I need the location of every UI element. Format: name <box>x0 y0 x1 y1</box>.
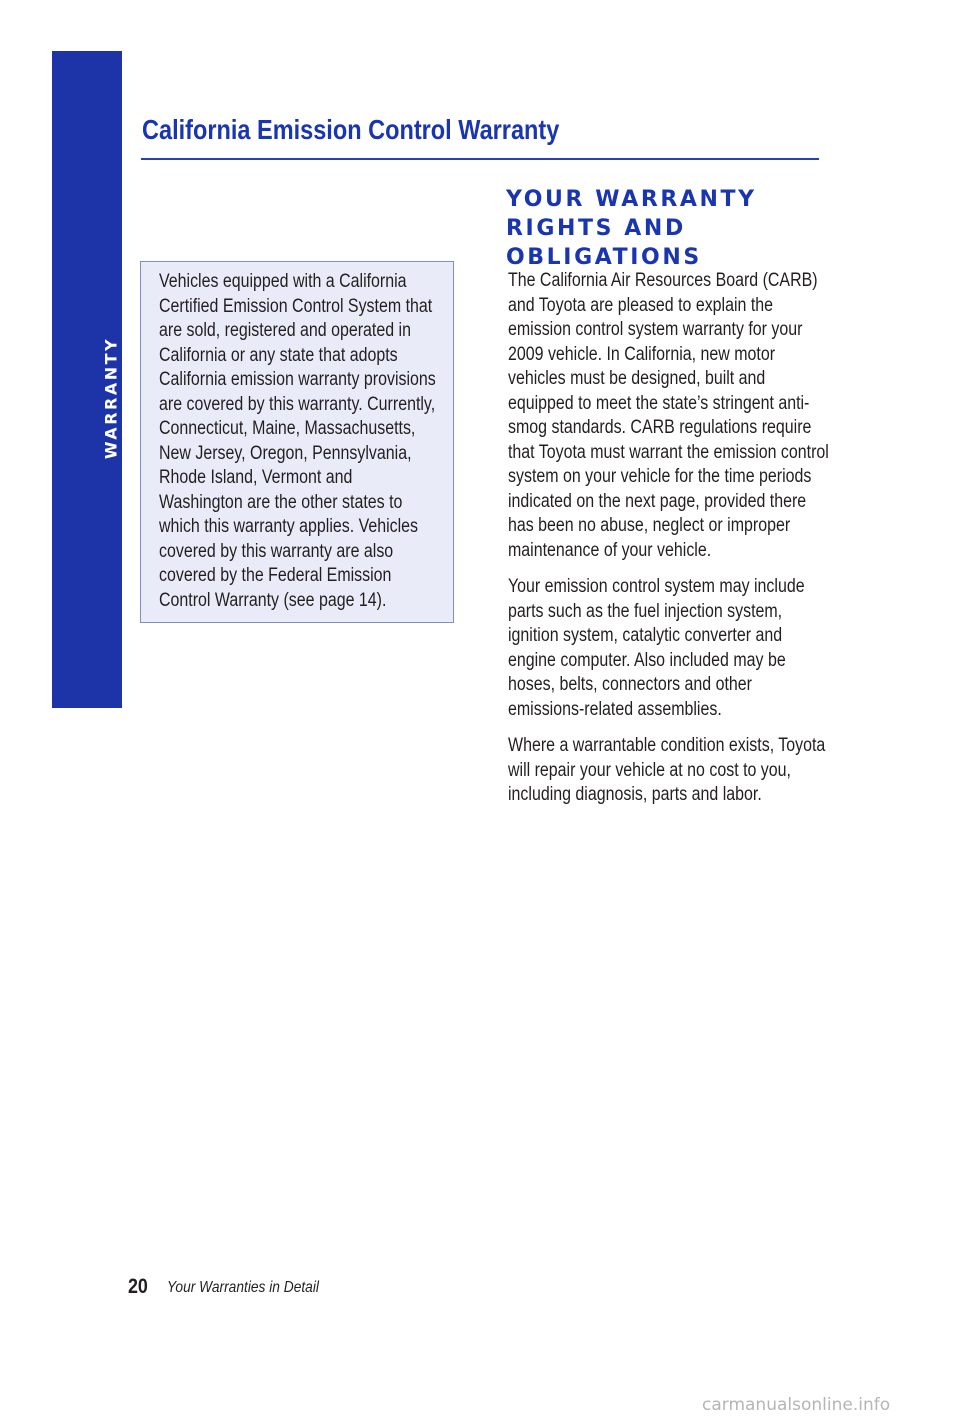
site-watermark: carmanualsonline.info <box>702 1395 891 1415</box>
paragraph-repair: Where a warrantable condition exists, Toyota will repair your vehicle at no cost to you, including diagnosis, parts and labor. <box>508 735 826 805</box>
title-divider <box>141 158 819 160</box>
sidebar-note-box <box>140 261 454 623</box>
section-heading: YOUR WARRANTY RIGHTS AND OBLIGATIONS <box>506 187 757 270</box>
section-tab-label: WARRANTY <box>101 336 121 460</box>
paragraph-covered-parts: Your emission control system may include parts such as the fuel injection system, ignition system, catalytic converter and engine computer. Also included may be hoses, belts, connectors and other emissions-related assemblies. <box>508 576 805 720</box>
main-text-column <box>508 269 892 820</box>
page-number: 20 <box>128 1275 148 1298</box>
sidebar-note-text: Vehicles equipped with a California Certified Emission Control System that are sold, registered and operated in California or any state that adopts California emission warranty provisions are covered by this warranty. Currently, Connecticut, Maine, Massachusetts, New Jersey, Oregon, Pennsylvania, Rhode Island, Vermont and Washington are the other states to which this warranty applies. Vehicles covered by this warranty are also covered by the Federal Emission Control Warranty (see page 14). <box>159 271 436 611</box>
running-footer-title: Your Warranties in Detail <box>167 1279 319 1296</box>
page-title: California Emission Control Warranty <box>142 114 560 145</box>
paragraph-carb: The California Air Resources Board (CARB) and Toyota are pleased to explain the emission control system warranty for your 2009 vehicle. In California, new motor vehicles must be designed, built and equipped to meet the state’s stringent anti-smog standards. CARB regulations require that Toyota must warrant the emission control system on your vehicle for the time periods indicated on the next page, provided there has been no abuse, neglect or improper maintenance of your vehicle. <box>508 270 829 561</box>
